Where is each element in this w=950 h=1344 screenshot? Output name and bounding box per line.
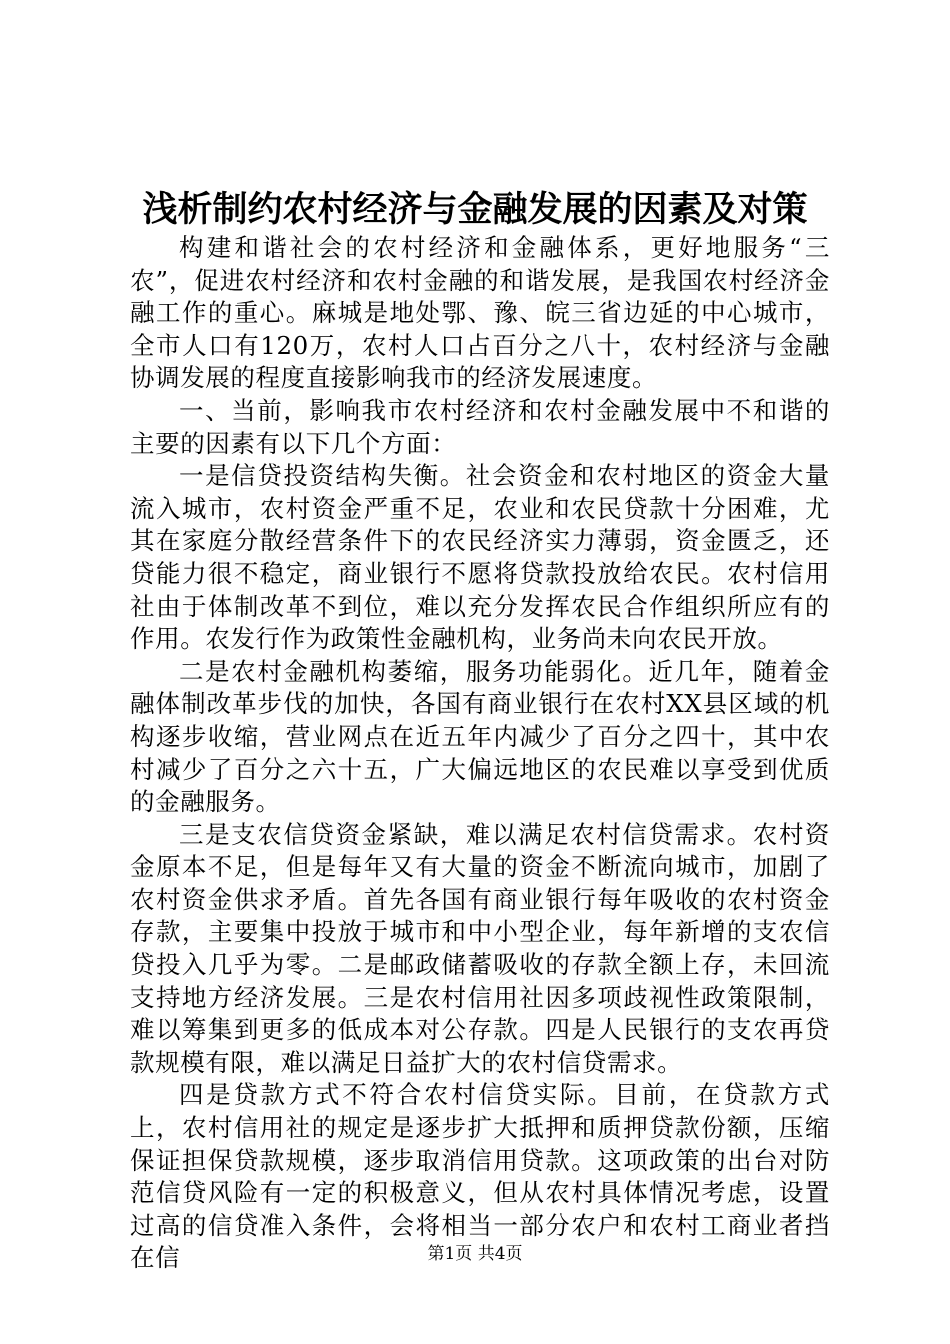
document-title: 浅析制约农村经济与金融发展的因素及对策 (142, 189, 808, 230)
paragraph-factor-3: 三是支农信贷资金紧缺，难以满足农村信贷需求。农村资金原本不足，但是每年又有大量的资金不断流向城市，加剧了农村资金供求矛盾。首先各国有商业银行每年吸收的农村资金存款，主要集中投放于城市和中小型企业，每年新增的支农信贷投入几乎为零。二是邮政储蓄吸收的存款全额上存，未回流支持地方经济发展。三是农村信用社因多项歧视性政策限制，难以筹集到更多的低成本对公存款。四是人民银行的支农再贷款规模有限，难以满足日益扩大的农村信贷需求。 (130, 819, 830, 1077)
paragraph-section-heading: 一、当前，影响我市农村经济和农村金融发展中不和谐的主要的因素有以下几个方面： (130, 395, 830, 458)
document-body (130, 232, 830, 1275)
paragraph-factor-4: 四是贷款方式不符合农村信贷实际。目前，在贷款方式上，农村信用社的规定是逐步扩大抵押和质押贷款份额，压缩保证担保贷款规模，逐步取消信用贷款。这项政策的出台对防范信贷风险有一定的积极意义，但从农村具体情况考虑，设置过高的信贷准入条件，会将相当一部分农户和农村工商业者挡在信 (130, 1080, 830, 1273)
page-number-footer: 第1页 共4页 (427, 1244, 523, 1264)
paragraph-intro: 构建和谐社会的农村经济和金融体系，更好地服务“三农”，促进农村经济和农村金融的和谐发展，是我国农村经济金融工作的重心。麻城是地处鄂、豫、皖三省边延的中心城市，全市人口有120万，农村人口占百分之八十，农村经济与金融协调发展的程度直接影响我市的经济发展速度。 (130, 233, 830, 393)
paragraph-factor-2: 二是农村金融机构萎缩，服务功能弱化。近几年，随着金融体制改革步伐的加快，各国有商业银行在农村XX县区域的机构逐步收缩，营业网点在近五年内减少了百分之四十，其中农村减少了百分之六十五，广大偏远地区的农民难以享受到优质的金融服务。 (130, 656, 830, 817)
paragraph-factor-1: 一是信贷投资结构失衡。社会资金和农村地区的资金大量流入城市，农村资金严重不足，农业和农民贷款十分困难，尤其在家庭分散经营条件下的农民经济实力薄弱，资金匮乏，还贷能力很不稳定，商业银行不愿将贷款投放给农民。农村信用社由于体制改革不到位，难以充分发挥农民合作组织所应有的作用。农发行作为政策性金融机构，业务尚未向农民开放。 (130, 461, 830, 654)
